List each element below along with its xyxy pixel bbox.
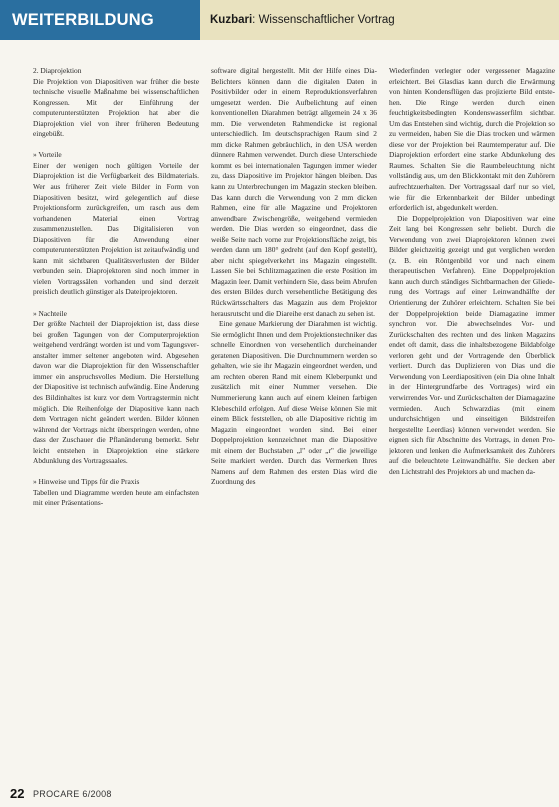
paragraph: Der größte Nachteil der Diaprojektion ist, dass diese bei großen Tagungen von der Computerprojektion weitgehend verdrängt worden ist und vom Tagungsveranstalter immer seltener angeboten wird. Abgesehen davon war die Diaprojektion für den Wissenschaftler immer ein anspruchsvolles Medium. Die Herstellung der Diapositive ist technisch aufwändig. Eine Änderung des Bildinhaltes ist kurz vor dem Vortragstermin nicht möglich. Die Reihenfolge der Diapositive kann nach dem Vortragen nicht geändert werden. Bilder können während der Vortrags nicht überspringen werden, ohne dass der Zuschauer die Pflanänderung bemerkt. Sehr leicht entstehen in Diaprojektion eine stärkere Abdunklung des Vortragssaales. [33, 319, 199, 466]
header-separator: : [252, 14, 259, 26]
paragraph: Wiederfinden verlegter oder vergessener Magazine erleichtert. Bei Glasdias kann durch die Erwärmung von hinten Kondensflügen das projizierte Bild entstehen. Die Ringe werden durch einen feuchtigkeitsbedingten Kondenswasserfilm sichtbar. Um das Entstehen sind wichtig, durch die Projektion so zu vermeiden, haben Sie die Dias trocken und wärmen diese vor der Projektion bei Raumtemperatur auf. Die Diaprojektion erfordert eine starke Abdunkelung des Raumes. Schalten Sie die Raumbeleuchtung nicht vollständig aus, um den Blickkontakt mit den Zuhörern aufrechtzuerhalten. Der Vortragssaal darf nur so viel, wie für die Erkennbarkeit der Bilder unbedingt erforderlich ist, abgedunkelt werden. [389, 66, 555, 213]
paragraph: software digital hergestellt. Mit der Hilfe eines Dia-Belichters können dann die digitalen Daten in Positivbilder oder in einem Reproduktionsverfahren umgesetzt werden. Die Aufbelichtung auf einen konventionellen Diarahmen beträgt allgemein 24 x 36 mm. Die verwendeten Rahmendicke ist regional unterschiedlich. Im deutschsprachigen Raum sind 2 mm dicke Rahmen gebräuchlich, in den USA werden dünnere Rahmen verwendet. Durch diese Unterschiede kommt es bei internationalen Tagungen immer wieder zu, dass Diapositive im Projektor hängen bleiben. Das kann zu Unterbrechungen im Magazin stecken bleiben. Das kann durch die Verwendung von 2 mm dicken Rahmen, eine für alle Magazine und Projektoren anwendbare Zwischengröße, weitgehend vermieden werden. Die Dias werden so eingeordnet, dass die weiße Seite nach vorne zur Projektionsfläche zeigt, bis werden dann um 180° gedreht (auf den Kopf gestellt), aber nicht spiegelverkehrt ins Magazin eingestellt. Lassen Sie bei Schlitzmagazinen die erste Position im Magazin leer. Damit verhindern Sie, dass beim Abrufen des ersten Bildes durch versehentliche Betätigung des Rückwärtsschalters das Magazin aus dem Projektor herausrutscht und die Diareihe erst danach zu sehen ist. [211, 66, 377, 318]
subheading-tips: » Hinweise und Tipps für die Praxis [33, 477, 140, 487]
page-number: 22 [10, 786, 25, 801]
section-heading: 2. Diaprojektion [33, 66, 82, 75]
page-footer [0, 780, 559, 807]
paragraph: Tabellen und Diagramme werden heute am einfachsten mit einer Präsentations- [33, 487, 199, 508]
article-title: Wissenschaftlicher Vortrag [258, 14, 395, 26]
column-3 [389, 66, 555, 771]
publication-info: PROCARE 6/2008 [33, 789, 112, 799]
paragraph: Eine genaue Markierung der Diarahmen ist wichtig. Sie ermöglicht Ihnen und dem Projektionstechniker das schnelle Einordnen von versehentlich durcheinander geratenen Diapositiven. Die Durchnummern werden so gehalten, wie sie ihr Magazin eingeordnet werden, und am rechten oberen Rand mit einem Kleberpunkt und zusätzlich mit einer Nummer versehen. Die Nummerierung kann auch auf einem kleinen farbigen Klebeschild erfolgen. Auf diese Weise können Sie mit einem Blick feststellen, ob alle Diapositive richtig im Magazin eingeordnet worden sind. Bei einer Doppelprojektion kennzeichnet man die Diapositive mit einem der Buchstaben „l" oder „r" die jeweilige Seite markiert werden. Durch das Vermerken Ihres Namens auf dem Rahmen des ersten Dias wird die Zuordnung des [211, 319, 377, 487]
paragraph: Die Projektion von Diapositiven war früher die beste technische visuelle Maßnahme bei wissenschaftlichen Kongressen. Mit der Einführung der computerunterstützten Projektion hat aber die Diaprojektion viel von ihrer früheren Bedeutung eingebüßt. [33, 76, 199, 139]
paragraph: Einer der wenigen noch gültigen Vorteile der Diaprojektion ist die Verfügbarkeit des Bildmaterials. Wer aus früherer Zeit viele Bilder in Form von Diapositiven besitzt, wird gelegentlich auf diese Projektionsform zurückgreifen, um rasch aus dem vorhandenen Material einen Vortrag zusammenzustellen. Das Digitalisieren von Diapositiven für die Anwendung einer computerunterstützten Projektion ist zeitaufwändig und kann mit sichtbaren Qualitätsverlusten der Bilder verbunden sein. Diaprojektoren sind noch immer in vielen Vortragssälen vorhanden und sind derzeit preislich deutlich günstiger als Dateiprojektoren. [33, 160, 199, 297]
article-header [200, 0, 559, 40]
column-2 [211, 66, 377, 771]
page-header [0, 0, 559, 40]
subheading-disadvantages: » Nachteile [33, 308, 67, 318]
subheading-advantages: » Vorteile [33, 150, 62, 160]
section-label: WEITERBILDUNG [0, 0, 200, 40]
paragraph: Die Doppelprojektion von Diapositiven war eine Zeit lang bei Kongressen sehr beliebt. Durch die Verwendung von zwei Diaprojektoren können zwei Bilder gleichzeitig gezeigt und gut verglichen werden (z. B. ein Röntgenbild vor und nach einem therapeutischen Verfahren). Eine Doppelprojektion kann auch durch ständiges Sichtbarmachen der Gliederung des Vortrags auf einer Leinwandhälfte der Orientierung der Zuhörer erleichtern. Schalten Sie bei der Doppelprojektion beide Diamagazine immer synchron vor. Die abwechselndes Vor- und Zurückschalten des rechten und des linken Magazins endet oft damit, dass die inhaltsbezogene Bildabfolge verloren geht und der Vortragende den Überblick verliert. Durch das Duplizieren von Dias und die Verwendung von Leerdiapositiven (ein Dia ohne Inhalt in der Hintergrundfarbe des Vortrages) wird ein verwirrendes Vor- und Zurückschalten der Diamagazine vermieden. Auch Schwarzdias (mit einem undurchsichtigen und einseitigen Bildstreifen hergestellte Leerdias) können verwendet werden. Sie eignen sich für Abschnitte des Vortrags, in denen Projektoren und lenken die Aufmerksamkeit des Zuhörers auf die beleuchtete Leinwandhälfte. Sie decken aber den Lichtstrahl des Projektors ab und machen da- [389, 213, 555, 476]
column-1 [33, 66, 199, 771]
author-name: Kuzbari [210, 14, 253, 26]
article-body [33, 66, 555, 771]
